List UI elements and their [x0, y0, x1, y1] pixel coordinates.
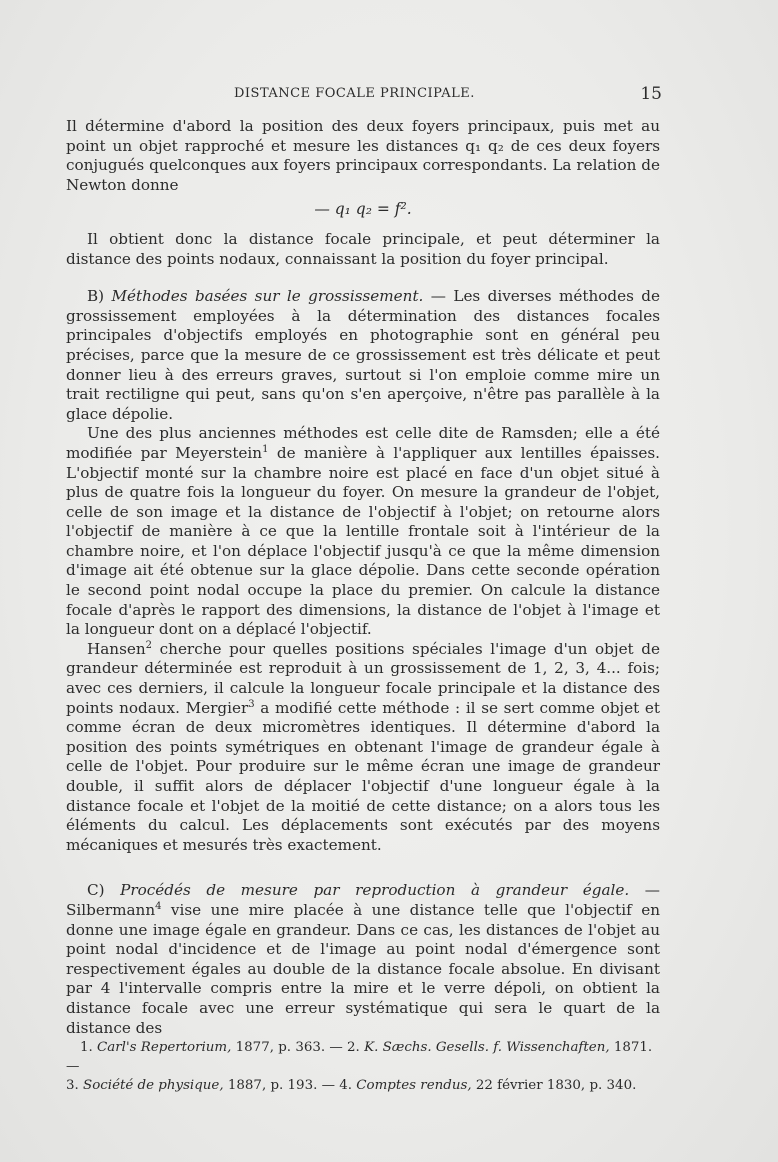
- section-c-text-b: vise une mire placée à une distance telle que l'objectif en donne une image égale en grandeur. Dans ce cas, les distances de l'objet au point nodal d'incidence et de l'image au point nodal d'émergence sont respectivement égales au double de la distance focale absolue. En divisant par 4 l'intervalle compris entre la mire et le verre dépoli, on obtient la distance focale avec une erreur systématique qui sera le quart de la distance des: [66, 900, 660, 1037]
- ramsden-text-a: Une des plus anciennes méthodes est celle dite de Ramsden; elle a été modifiée par Meyerstein: [66, 424, 660, 462]
- footnote-4-rest: 22 février 1830, p. 340.: [471, 1078, 637, 1093]
- body-text: [66, 117, 660, 1038]
- hansen-text-a: Hansen: [87, 639, 146, 658]
- footnote-1-number: 1.: [80, 1040, 93, 1055]
- footnote-ref-4: 4: [155, 900, 162, 912]
- footnote-ref-3: 3: [248, 698, 255, 710]
- newton-formula: — q₁ q₂ = f².: [314, 200, 412, 219]
- footnote-ref-2: 2: [145, 639, 153, 651]
- section-c-text-a: — Silbermann: [66, 881, 660, 919]
- section-b-paragraph: [66, 287, 660, 424]
- footnote-2-source: K. Sæchs. Gesells. f. Wissenchaften,: [364, 1040, 610, 1055]
- hansen-text-c: a modifié cette méthode : il se sert comme objet et comme écran de deux micromètres identiques. Il détermine d'abord la position des points symétriques en obtenant l'image de grandeur égale à celle de l'objet. Pour produire sur le même écran une image de grandeur double, il suffit alors de déplacer l'objectif d'une longueur égale à la distance focale et l'objet de la moitié de cette distance; on a alors tous les éléments du calcul. Les déplacements sont exécutés par des moyens mécaniques et mesurés très exactement.: [66, 698, 660, 854]
- footnote-4-source: Comptes rendus,: [356, 1078, 472, 1093]
- section-b-heading: Méthodes basées sur le grossissement.: [111, 287, 424, 306]
- section-c-paragraph: [66, 881, 660, 1038]
- footnote-3-number: 3.: [66, 1078, 84, 1093]
- ramsden-text-b: de manière à l'appliquer aux lentilles épaisses. L'objectif monté sur la chambre noire est placé en face d'un objet situé à plus de quatre fois la longueur du foyer. On mesure la grandeur de l'objet, celle de son image et la distance de l'objectif à l'objet; on retourne alors l'objectif de manière à ce que la lentille frontale soit à l'intérieur de la chambre noire, et l'on déplace l'objectif jusqu'à ce que la même dimension d'image ait été obtenue sur la glace dépolie. Dans cette seconde opération le second point nodal occupe la place du premier. On calcule la distance focale d'après le rapport des dimensions, la distance de l'objet à l'image et la longueur dont on a déplacé l'objectif.: [66, 443, 660, 639]
- footnote-1-rest: 1877, p. 363. — 2.: [231, 1040, 365, 1055]
- footnote-2-rest: 1871. —: [66, 1040, 653, 1074]
- footnote-line-2: [66, 1076, 666, 1095]
- section-c-marker: C): [87, 881, 105, 900]
- page-number: 15: [640, 84, 662, 104]
- page-header: [66, 86, 662, 106]
- paragraph-focal-conclusion: Il obtient donc la distance focale principale, et peut déterminer la distance des points nodaux, connaissant la position du foyer principal.: [66, 229, 660, 268]
- paragraph-ramsden: [66, 424, 660, 640]
- running-title: DISTANCE FOCALE PRINCIPALE.: [234, 86, 475, 101]
- section-c-heading: Procédés de mesure par reproduction à grandeur égale.: [120, 881, 630, 900]
- footnote-3-rest: 1887, p. 193. — 4.: [223, 1078, 357, 1093]
- hansen-text-b: cherche pour quelles positions spéciales l'image d'un objet de grandeur déterminée est reproduit à un grossissement de 1, 2, 3, 4... fois; avec ces derniers, il calcule la longueur focale principale et la distance des points nodaux. Mergier: [66, 639, 660, 717]
- footnotes: [66, 1038, 666, 1095]
- footnote-line-1: [66, 1038, 666, 1076]
- section-b-marker: B): [87, 287, 105, 306]
- section-b-text: — Les diverses méthodes de grossissement employées à la détermination des distances focales principales d'objectifs employés en photographie sont en général peu précises, parce que la mesure de ce grossissement est très délicate et peut donner lieu à des erreurs graves, surtout si l'on emploie comme mire un trait rectiligne qui peut, sans qu'on s'en aperçoive, n'être pas parallèle à la glace dépolie.: [66, 287, 661, 423]
- footnote-3-source: Société de physique,: [83, 1078, 224, 1093]
- footnote-ref-1: 1: [262, 443, 269, 455]
- footnote-1-source: Carl's Repertorium,: [97, 1040, 232, 1055]
- paragraph-hansen: [66, 640, 660, 856]
- paragraph-newton-intro: Il détermine d'abord la position des deux foyers principaux, puis met au point un objet rapproché et mesure les distances q₁ q₂ de ces deux foyers conjugués quelconques aux foyers principaux correspondants. La relation de Newton donne: [66, 117, 660, 194]
